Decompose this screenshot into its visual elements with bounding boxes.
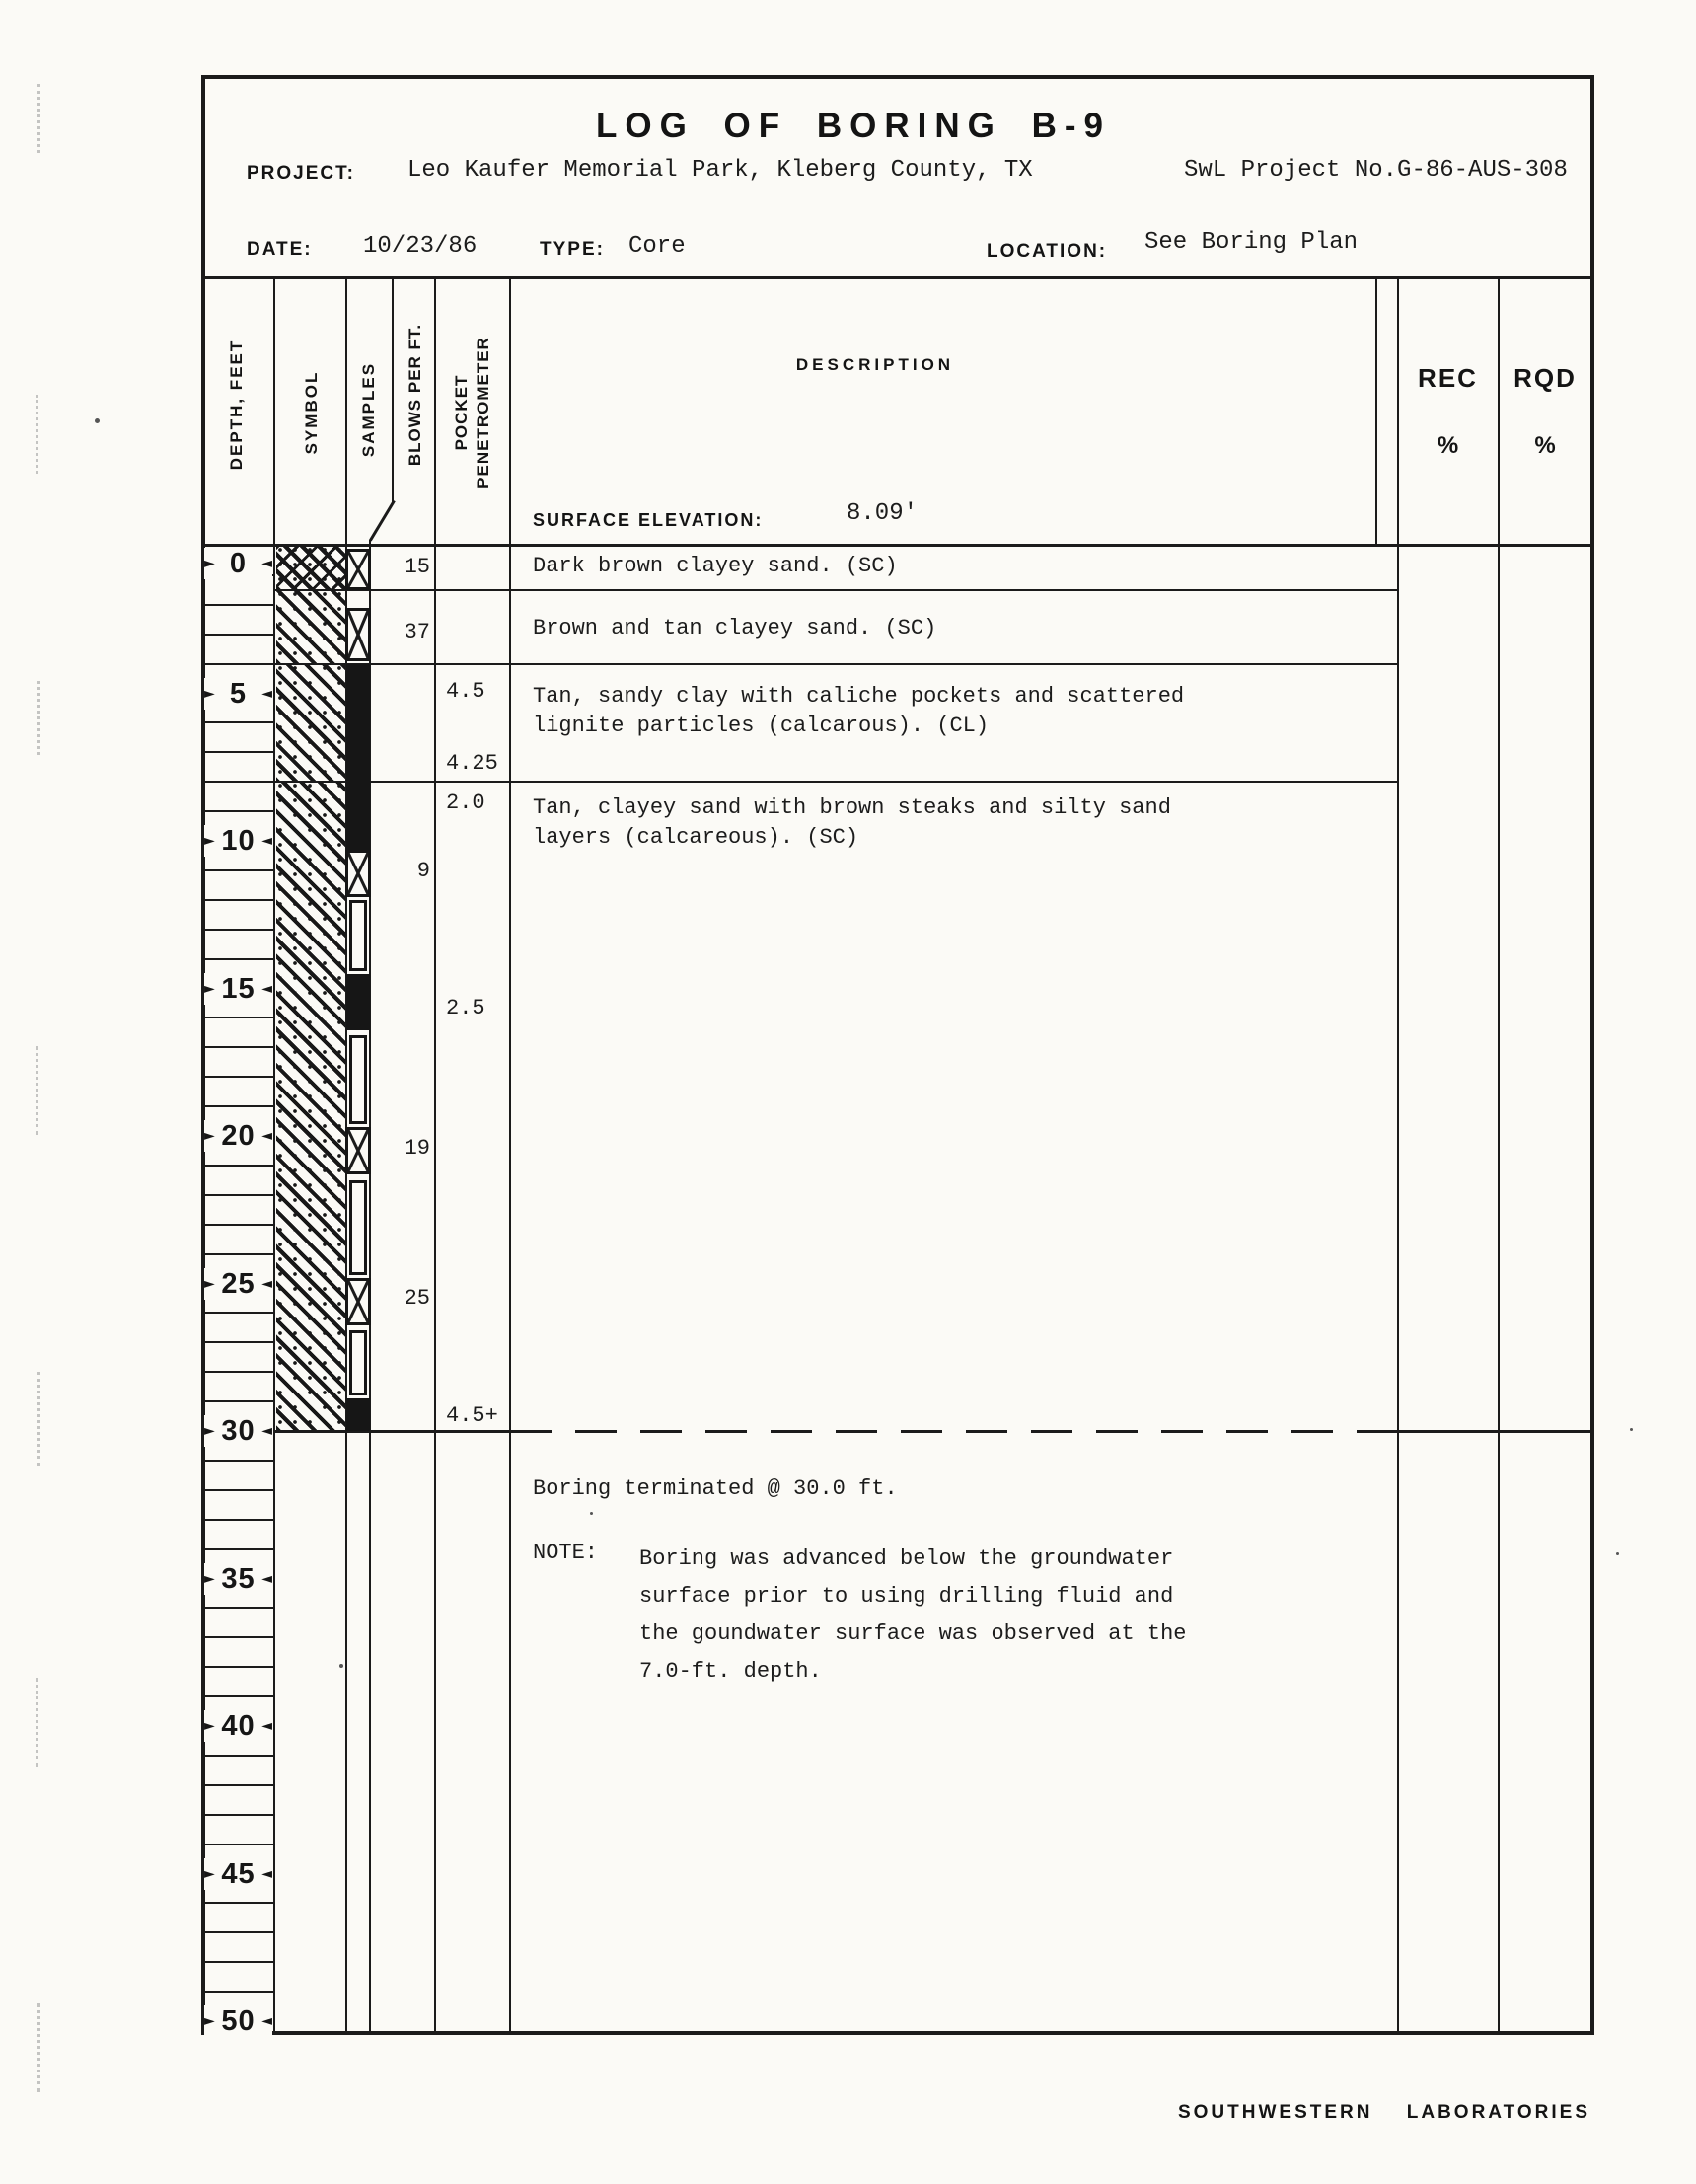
sample-solid-bar <box>346 1398 370 1431</box>
stratum-description-line: Dark brown clayey sand. (SC) <box>533 554 898 578</box>
depth-tick <box>203 958 273 960</box>
depth-tick <box>203 1253 273 1255</box>
depth-label <box>204 1710 272 1742</box>
depth-tick <box>203 1607 273 1609</box>
stratum-description-line: lignite particles (calcarous). (CL) <box>533 714 990 738</box>
pocket-penetrometer-value: 2.5 <box>446 996 485 1020</box>
termination-note-line: Boring was advanced below the groundwater <box>639 1546 1174 1571</box>
depth-arrow-right-icon: ► <box>204 1571 215 1587</box>
depth-tick <box>203 1695 273 1697</box>
depth-arrow-right-icon: ► <box>204 1128 215 1144</box>
depth-arrow-right-icon: ► <box>204 1423 215 1439</box>
depth-tick <box>203 1076 273 1078</box>
depth-arrow-right-icon: ► <box>204 833 215 849</box>
depth-tick <box>203 1312 273 1314</box>
blows-per-ft-value: 15 <box>404 555 430 579</box>
column-header-rqd: RQD <box>1513 363 1577 393</box>
stratum-hatch-symbol <box>276 782 345 1431</box>
termination-note-line: surface prior to using drilling fluid and <box>639 1584 1174 1609</box>
depth-value: 35 <box>221 1563 256 1595</box>
stratum-description-line: Brown and tan clayey sand. (SC) <box>533 616 937 640</box>
stratum-hatch-symbol <box>276 664 345 783</box>
stratum-description-line: Tan, sandy clay with caliche pockets and scattered <box>533 684 1185 709</box>
blows-per-ft-value: 37 <box>404 620 430 644</box>
depth-value: 45 <box>221 1858 256 1890</box>
depth-arrow-left-icon: ◄ <box>261 1718 272 1734</box>
depth-tick <box>203 663 273 665</box>
depth-value: 10 <box>221 825 256 857</box>
scan-artifact <box>1630 1428 1633 1431</box>
depth-label <box>204 973 272 1005</box>
depth-tick <box>203 1489 273 1491</box>
depth-arrow-left-icon: ◄ <box>261 1423 272 1439</box>
grid-line-rec-left <box>1397 277 1399 2033</box>
termination-text: Boring terminated @ 30.0 ft. <box>533 1476 898 1501</box>
depth-tick <box>203 721 273 723</box>
depth-arrow-left-icon: ◄ <box>261 981 272 997</box>
pocket-penetrometer-value: 4.5 <box>446 679 485 704</box>
scan-artifact <box>36 1678 38 1767</box>
frame-bottom-border <box>201 2031 1594 2035</box>
scan-artifact <box>37 681 40 755</box>
column-header-blows: BLOWS PER FT. <box>406 323 424 467</box>
column-header-description: DESCRIPTION <box>795 355 955 374</box>
sample-solid-bar <box>346 974 370 1030</box>
stratum-description <box>533 682 1381 741</box>
frame-top-border <box>201 75 1594 79</box>
depth-label <box>204 1858 272 1890</box>
depth-value: 20 <box>221 1120 256 1152</box>
depth-arrow-left-icon: ◄ <box>261 1571 272 1587</box>
sample-hollow-bar <box>349 1180 367 1275</box>
depth-tick <box>203 634 273 636</box>
header-separator-line <box>203 276 1590 279</box>
column-header-penetrometer-line2: PENETROMETER <box>474 337 492 489</box>
pocket-penetrometer-value: 4.5+ <box>446 1403 498 1428</box>
date-label: DATE: <box>247 239 313 260</box>
depth-value: 15 <box>221 973 256 1005</box>
column-header-rec: REC <box>1418 363 1478 393</box>
depth-arrow-left-icon: ◄ <box>261 2013 272 2029</box>
depth-tick <box>203 1400 273 1402</box>
scan-artifact <box>37 84 40 153</box>
page-title: LOG OF BORING B-9 <box>596 107 1111 145</box>
depth-value: 5 <box>229 678 248 710</box>
column-header-penetrometer <box>451 337 494 489</box>
pocket-penetrometer-value: 2.0 <box>446 791 485 815</box>
pocket-penetrometer-value: 4.25 <box>446 751 498 776</box>
grid-line-description-right-header <box>1375 277 1377 546</box>
sample-hollow-bar <box>349 900 367 971</box>
footer-company-name: SOUTHWESTERN LABORATORIES <box>1177 2102 1590 2123</box>
surface-elevation-value: 8.09' <box>847 500 919 527</box>
column-header-rqd-percent: % <box>1534 432 1556 459</box>
depth-arrow-right-icon: ► <box>204 1276 215 1292</box>
scan-artifact <box>590 1512 593 1515</box>
depth-value: 25 <box>221 1268 256 1300</box>
depth-arrow-left-icon: ◄ <box>261 556 272 571</box>
blows-per-ft-value: 19 <box>404 1136 430 1161</box>
depth-tick <box>203 1224 273 1226</box>
depth-tick <box>203 1784 273 1786</box>
depth-tick <box>203 1371 273 1373</box>
location-label: LOCATION: <box>987 241 1108 262</box>
stratum-description <box>533 552 1381 581</box>
depth-tick <box>203 1814 273 1816</box>
project-value: Leo Kaufer Memorial Park, Kleberg County, TX <box>407 157 1033 184</box>
termination-note-line: 7.0-ft. depth. <box>639 1659 822 1684</box>
stratum-hatch-symbol <box>276 590 345 664</box>
stratum-hatch-symbol <box>276 546 345 590</box>
type-label: TYPE: <box>540 239 605 260</box>
sample-hollow-bar <box>349 1330 367 1395</box>
termination-line-solid-left <box>274 1430 510 1433</box>
depth-tick <box>203 1961 273 1963</box>
location-value: See Boring Plan <box>1144 229 1359 256</box>
depth-tick <box>203 899 273 901</box>
termination-note-lines <box>639 1541 1187 1691</box>
depth-tick <box>203 1636 273 1638</box>
termination-line-dashed <box>510 1430 1398 1433</box>
grid-line-penetrometer-right <box>509 277 511 2033</box>
blows-per-ft-value: 25 <box>404 1286 430 1311</box>
depth-label <box>204 1268 272 1300</box>
depth-arrow-left-icon: ◄ <box>261 1866 272 1882</box>
depth-tick <box>203 1902 273 1904</box>
stratum-description-line: Tan, clayey sand with brown steaks and silty sand <box>533 795 1171 820</box>
depth-tick <box>203 1931 273 1933</box>
grid-line-rec-right <box>1498 277 1500 2033</box>
depth-arrow-left-icon: ◄ <box>261 686 272 702</box>
depth-label <box>204 678 272 710</box>
depth-tick <box>203 1017 273 1018</box>
stratum-boundary-line <box>274 781 1398 783</box>
depth-tick <box>203 1844 273 1845</box>
depth-tick <box>203 1165 273 1167</box>
stratum-description <box>533 614 1381 643</box>
depth-label <box>204 825 272 857</box>
column-header-rec-percent: % <box>1437 432 1459 459</box>
grid-line-blows-right <box>434 277 436 2033</box>
stratum-boundary-line <box>274 663 1398 665</box>
surface-elevation-label: SURFACE ELEVATION: <box>533 510 764 530</box>
scan-artifact <box>36 395 38 474</box>
column-header-samples: SAMPLES <box>359 361 378 458</box>
scan-artifact <box>37 2003 40 2092</box>
depth-value: 40 <box>221 1710 256 1742</box>
depth-label <box>204 1563 272 1595</box>
depth-tick <box>203 1519 273 1521</box>
depth-arrow-right-icon: ► <box>204 981 215 997</box>
scan-artifact <box>37 1372 40 1466</box>
termination-note-label: NOTE: <box>533 1541 599 1565</box>
depth-value: 50 <box>221 2005 256 2037</box>
column-header-depth: DEPTH, FEET <box>227 339 246 471</box>
depth-tick <box>203 1460 273 1462</box>
depth-value: 0 <box>229 548 248 579</box>
grid-line-samples-right-header <box>392 277 394 504</box>
column-header-symbol: SYMBOL <box>302 370 321 455</box>
depth-tick <box>203 604 273 606</box>
termination-note-line: the goundwater surface was observed at the <box>639 1621 1187 1646</box>
column-header-penetrometer-line1: POCKET <box>452 374 471 451</box>
depth-tick <box>203 1046 273 1048</box>
depth-tick <box>203 810 273 812</box>
stratum-description-line: layers (calcareous). (SC) <box>533 825 859 850</box>
depth-tick <box>203 1755 273 1757</box>
depth-arrow-right-icon: ► <box>204 1866 215 1882</box>
sample-solid-bar <box>346 664 370 850</box>
depth-tick <box>203 869 273 871</box>
scan-artifact <box>36 1046 38 1135</box>
sample-hollow-bar <box>349 1035 367 1124</box>
depth-arrow-left-icon: ◄ <box>261 1128 272 1144</box>
stratum-boundary-line <box>274 589 1398 591</box>
depth-tick <box>203 1548 273 1550</box>
depth-tick <box>203 1991 273 1993</box>
grid-line-depth-right <box>273 277 275 2033</box>
project-number: SwL Project No.G-86-AUS-308 <box>1184 157 1568 184</box>
date-value: 10/23/86 <box>363 233 478 260</box>
depth-arrow-left-icon: ◄ <box>261 1276 272 1292</box>
depth-arrow-left-icon: ◄ <box>261 833 272 849</box>
depth-tick <box>203 781 273 783</box>
depth-tick <box>203 1194 273 1196</box>
depth-label <box>204 1120 272 1152</box>
depth-label <box>204 2005 272 2037</box>
depth-arrow-right-icon: ► <box>204 2013 215 2029</box>
project-label: PROJECT: <box>247 163 355 184</box>
depth-tick <box>203 751 273 753</box>
depth-arrow-right-icon: ► <box>204 556 215 571</box>
depth-tick <box>203 1666 273 1668</box>
depth-tick <box>203 929 273 931</box>
depth-arrow-right-icon: ► <box>204 1718 215 1734</box>
depth-arrow-right-icon: ► <box>204 686 215 702</box>
depth-label <box>204 548 272 579</box>
scan-artifact <box>339 1664 343 1668</box>
depth-label <box>204 1415 272 1447</box>
band-bottom-line <box>203 544 1590 547</box>
termination-line-solid-right <box>1398 1430 1593 1433</box>
type-value: Core <box>628 233 686 260</box>
depth-tick <box>203 1105 273 1107</box>
blows-per-ft-value: 9 <box>416 859 430 883</box>
depth-value: 30 <box>221 1415 256 1447</box>
samples-header-diagonal-line <box>369 500 396 542</box>
scan-artifact <box>95 418 100 423</box>
depth-tick <box>203 1341 273 1343</box>
scan-artifact <box>1616 1552 1619 1555</box>
stratum-description <box>533 793 1381 853</box>
